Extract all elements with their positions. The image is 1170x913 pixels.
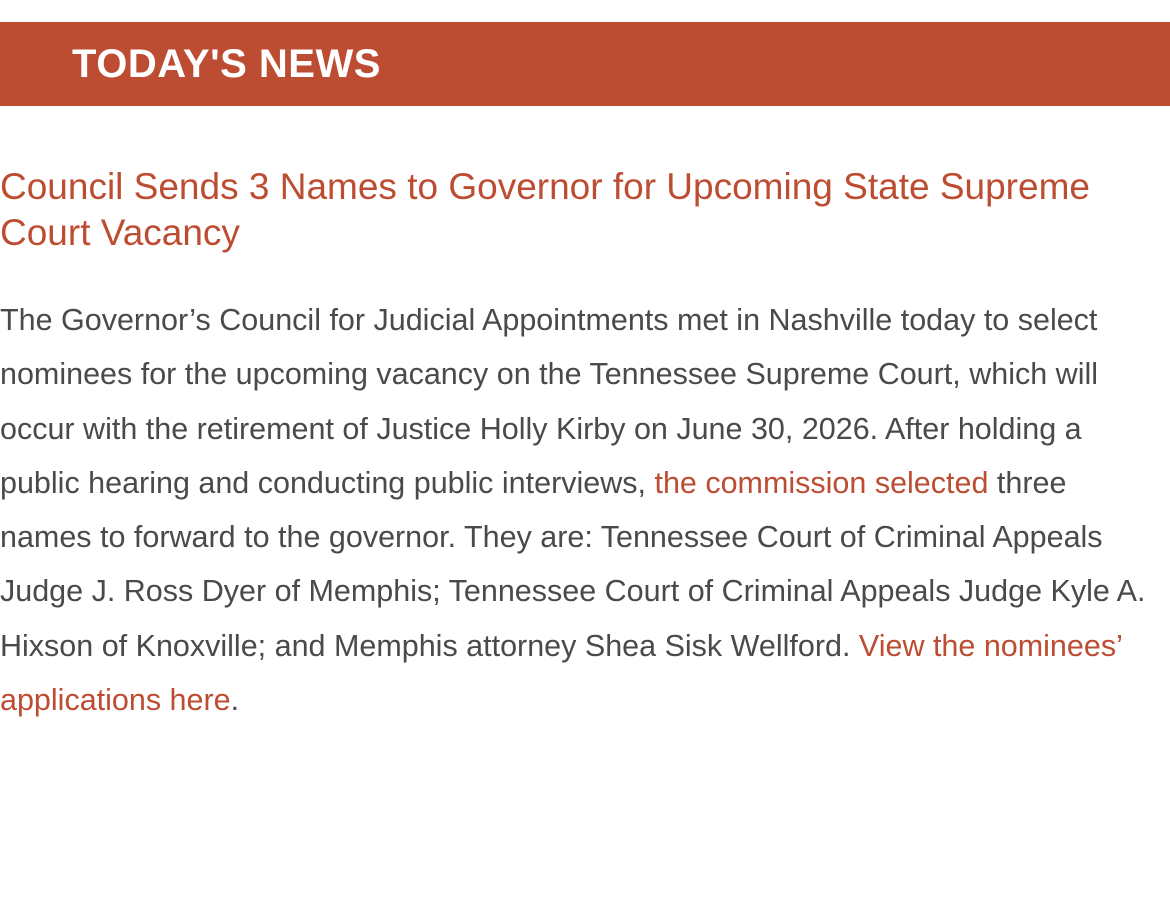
article-body-part2: three names to forward to the governor. They are: Tennessee Court of Criminal Appeals Judge J. Ross Dyer of Memphis; Tennessee Court of Criminal Appeals Judge Kyle A. Hixson of Knoxville; and Memphis attorney Shea Sisk Wellford. bbox=[0, 465, 1146, 663]
article-body-part1: The Governor’s Council for Judicial Appointments met in Nashville today to select nominees for the upcoming vacancy on the Tennessee Supreme Court, which will occur with the retirement of Justice Holly Kirby on June 30, 2026. After holding a public hearing and conducting public interviews, bbox=[0, 303, 1099, 500]
article-body bbox=[0, 255, 1170, 727]
article-headline: Council Sends 3 Names to Governor for Upcoming State Supreme Court Vacancy bbox=[0, 166, 1090, 253]
view-applications-link[interactable]: View the nominees’ applications here bbox=[0, 628, 1122, 717]
todays-news-banner bbox=[0, 22, 1170, 106]
banner-title: TODAY'S NEWS bbox=[72, 42, 381, 86]
article-content bbox=[0, 106, 1170, 727]
commission-selected-link[interactable]: the commission selected bbox=[654, 465, 989, 500]
article-body-part3: . bbox=[230, 682, 240, 717]
